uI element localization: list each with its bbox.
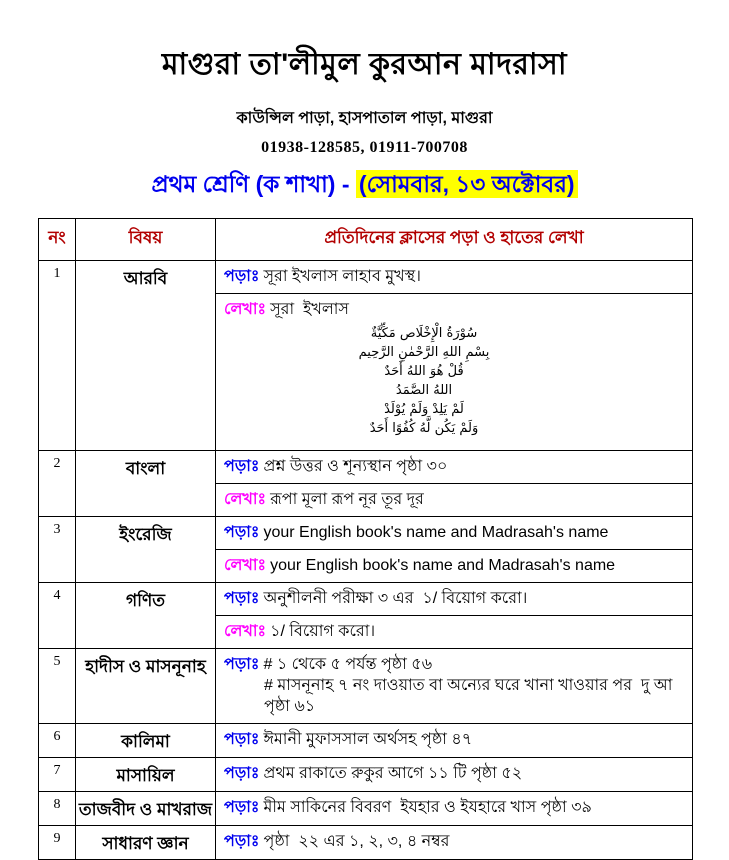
task-line (224, 588, 684, 609)
col-header-lesson: প্রতিদিনের ক্লাসের পড়া ও হাতের লেখা (216, 219, 693, 261)
subject-name: ইংরেজি (76, 517, 216, 583)
subject-name: মাসায়িল (76, 758, 216, 792)
lesson-row-3-part-1 (39, 517, 693, 550)
task-text: প্রথম রাকাতে রুকুর আগে ১১ টি পৃষ্ঠা ৫২ (263, 765, 523, 782)
arabic-line: قُلْ هُوَ اللهُ أَحَدٌ (384, 364, 464, 379)
writing-task-cell (216, 616, 693, 649)
arabic-line: لَمْ يَلِدْ وَلَمْ يُوْلَدْ (384, 402, 464, 417)
madrasa-title: মাগুরা তা'লীমুল কুরআন মাদরাসা (161, 48, 568, 81)
reading-task-cell (216, 724, 693, 758)
serial-number: 3 (39, 517, 76, 583)
daily-lesson-table (38, 218, 693, 860)
arabic-surah-text (224, 320, 684, 444)
write-label: লেখাঃ (224, 557, 267, 574)
task-text: your English book's name and Madrasah's name (263, 524, 609, 541)
arabic-line: سُوْرَةُ الْإِخْلَاص مَكِّيَّةٌ (370, 326, 478, 341)
serial-number: 8 (39, 792, 76, 826)
serial-number: 7 (39, 758, 76, 792)
task-line-continued: # মাসনূনাহ ৭ নং দাওয়াত বা অন্যের ঘরে খানা খাওয়ার পর দু আ পৃষ্ঠা ৬১ (264, 677, 677, 715)
task-text: অনুশীলনী পরীক্ষা ৩ এর ১/ বিয়োগ করো। (263, 590, 528, 607)
read-label: পড়াঃ (224, 268, 260, 285)
lesson-row-8 (39, 792, 693, 826)
serial-number: 2 (39, 451, 76, 517)
arabic-line: بِسْمِ اللهِ الرَّحْمٰنِ الرَّحِيم (358, 345, 490, 360)
read-label: পড়াঃ (224, 765, 260, 782)
read-label: পড়াঃ (224, 590, 260, 607)
class-section-label: প্রথম শ্রেণি (ক শাখা) - (151, 171, 356, 197)
read-label: পড়াঃ (224, 731, 260, 748)
task-text: পৃষ্ঠা ২২ এর ১, ২, ৩, ৪ নম্বর (263, 833, 450, 850)
task-line (224, 729, 684, 750)
task-line (224, 489, 684, 510)
reading-task-cell (216, 826, 693, 860)
task-line (224, 299, 684, 320)
task-line (224, 831, 684, 852)
writing-task-cell (216, 484, 693, 517)
lesson-row-4-part-1 (39, 583, 693, 616)
write-label: লেখাঃ (224, 623, 267, 640)
reading-task-cell (216, 261, 693, 294)
lesson-row-5 (39, 649, 693, 724)
lesson-row-2-part-1 (39, 451, 693, 484)
lesson-row-9 (39, 826, 693, 860)
reading-task-cell (216, 758, 693, 792)
subject-name: তাজবীদ ও মাখরাজ (76, 792, 216, 826)
task-text: প্রশ্ন উত্তর ও শূন্যস্থান পৃষ্ঠা ৩০ (263, 458, 448, 475)
task-text: your English book's name and Madrasah's name (270, 557, 616, 574)
serial-number: 1 (39, 261, 76, 451)
task-text: ঈমানী মুফাসসাল অর্থসহ পৃষ্ঠা ৪৭ (263, 731, 473, 748)
phone-numbers: 01938-128585, 01911-700708 (261, 139, 468, 156)
date-highlight: (সোমবার, ১৩ অক্টোবর) (356, 170, 578, 198)
read-label: পড়াঃ (224, 833, 260, 850)
subject-name: আরবি (76, 261, 216, 451)
subject-name: গণিত (76, 583, 216, 649)
document-header (0, 40, 729, 205)
reading-task-cell (216, 792, 693, 826)
serial-number: 6 (39, 724, 76, 758)
reading-task-cell (216, 517, 693, 550)
task-text: মীম সাকিনের বিবরণ ইযহার ও ইযহারে খাস পৃষ্ঠা ৩৯ (263, 799, 592, 816)
arabic-line: اللهُ الصَّمَدُ (395, 383, 453, 398)
lesson-row-7 (39, 758, 693, 792)
serial-number: 9 (39, 826, 76, 860)
writing-task-cell (216, 550, 693, 583)
serial-number: 5 (39, 649, 76, 724)
write-label: লেখাঃ (224, 301, 267, 318)
read-label: পড়াঃ (224, 524, 260, 541)
subject-name: বাংলা (76, 451, 216, 517)
task-text: সূরা ইখলাস লাহাব মুখস্থ। (263, 268, 421, 285)
read-label: পড়াঃ (224, 799, 260, 816)
address-line: কাউন্সিল পাড়া, হাসপাতাল পাড়া, মাগুরা (236, 110, 493, 127)
task-line (224, 555, 684, 576)
task-line (224, 522, 684, 543)
task-text: # ১ থেকে ৫ পর্যন্ত পৃষ্ঠা ৫৬ (263, 656, 433, 673)
task-line (224, 654, 684, 675)
subject-name: হাদীস ও মাসনূনাহ (76, 649, 216, 724)
lesson-row-6 (39, 724, 693, 758)
read-label: পড়াঃ (224, 656, 260, 673)
subject-name: কালিমা (76, 724, 216, 758)
class-date-line (0, 166, 729, 205)
task-text: ১/ বিয়োগ করো। (270, 623, 376, 640)
serial-number: 4 (39, 583, 76, 649)
col-header-subject: বিষয় (76, 219, 216, 261)
task-line (224, 797, 684, 818)
table-header-row (39, 219, 693, 261)
arabic-line: وَلَمْ يَكُن لَّهُ كُفُوًا أَحَدٌ (369, 421, 479, 436)
read-label: পড়াঃ (224, 458, 260, 475)
lesson-row-1-part-1 (39, 261, 693, 294)
task-line (224, 266, 684, 287)
task-line (224, 763, 684, 784)
col-header-serial: নং (39, 219, 76, 261)
write-label: লেখাঃ (224, 491, 267, 508)
reading-task-cell (216, 649, 693, 724)
reading-task-cell (216, 451, 693, 484)
writing-task-cell (216, 294, 693, 451)
reading-task-cell (216, 583, 693, 616)
task-line (224, 621, 684, 642)
task-line (224, 456, 684, 477)
task-text: রূপা মূলা রূপ নূর তূর দূর (270, 491, 424, 508)
task-text: সূরা ইখলাস (270, 301, 349, 318)
subject-name: সাধারণ জ্ঞান (76, 826, 216, 860)
